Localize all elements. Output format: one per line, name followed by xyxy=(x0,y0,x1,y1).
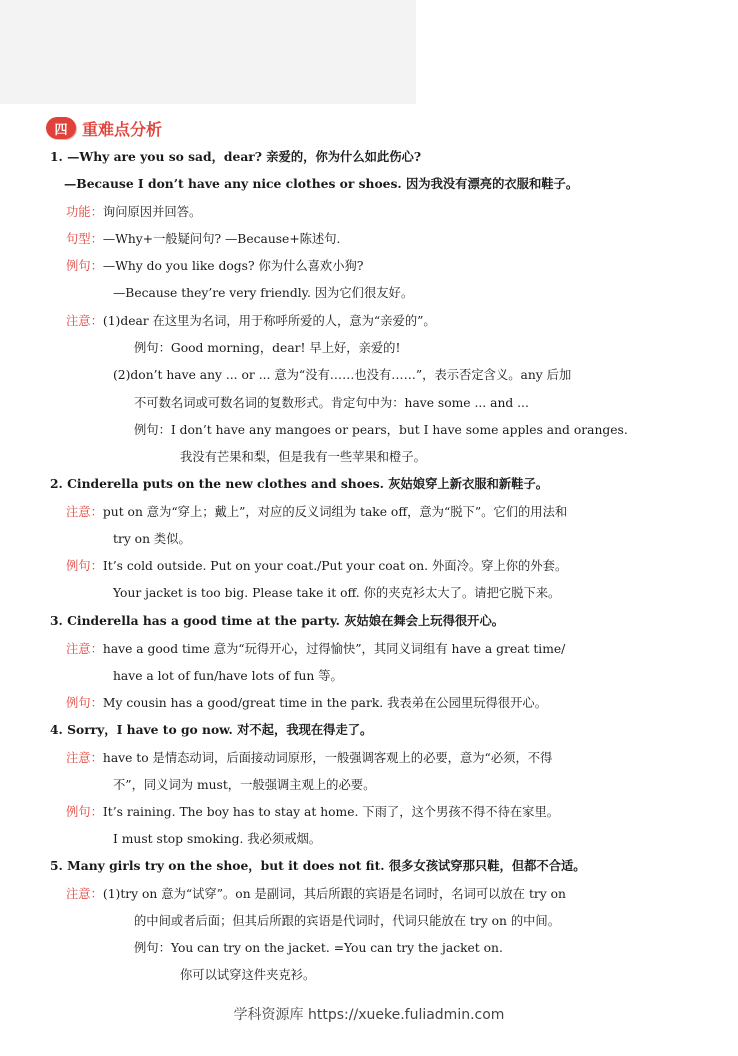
item1-note-2-example-2: 我没有芒果和梨，但是我有一些苹果和橙子。 xyxy=(180,450,426,464)
item5-question: 5. Many girls try on the shoe，but it does not fit. 很多女孩试穿那只鞋，但都不合适。 xyxy=(50,858,586,873)
item5-note-a: (1)try on 意为“试穿”。on 是副词，其后所跟的宾语是名词时，名词可以放在 try on xyxy=(102,887,566,901)
footer-watermark: 学科资源库 https://xueke.fuliadmin.com xyxy=(233,1007,505,1023)
item1-answer: —Because I don’t have any nice clothes or shoes. 因为我没有漂亮的衣服和鞋子。 xyxy=(64,176,579,191)
section-badge: 四 xyxy=(46,117,76,139)
label-example: 例句： xyxy=(66,559,103,573)
item3-example-1: My cousin has a good/great time in the park. 我表弟在公园里玩得很开心。 xyxy=(102,696,547,710)
section-header xyxy=(46,116,162,140)
item4-question: 4. Sorry，I have to go now. 对不起，我现在得走了。 xyxy=(50,722,373,737)
item2-question: 2. Cinderella puts on the new clothes and shoes. 灰姑娘穿上新衣服和新鞋子。 xyxy=(50,476,549,491)
label-note: 注意： xyxy=(66,642,103,656)
item1-note-1-example: 例句：Good morning，dear! 早上好，亲爱的! xyxy=(134,341,401,355)
item2-example-2: Your jacket is too big. Please take it off. 你的夹克衫太大了。请把它脱下来。 xyxy=(113,586,561,600)
item4-note xyxy=(66,750,552,766)
item1-note-2-example-1: 例句：I don’t have any mangoes or pears，but I have some apples and oranges. xyxy=(134,423,628,437)
item1-pattern-text: —Why+一般疑问句? —Because+陈述句. xyxy=(102,232,341,246)
item1-question: 1. —Why are you so sad，dear? 亲爱的，你为什么如此伤心? xyxy=(50,149,422,164)
item1-note xyxy=(66,313,436,329)
section-title: 重难点分析 xyxy=(82,119,163,139)
item2-example xyxy=(66,558,567,574)
label-note: 注意： xyxy=(66,751,103,765)
item1-example-2: —Because they’re very friendly. 因为它们很友好。 xyxy=(113,286,414,300)
label-pattern: 句型： xyxy=(66,232,103,246)
label-note: 注意： xyxy=(66,314,103,328)
item5-example-2: 你可以试穿这件夹克衫。 xyxy=(180,968,316,982)
top-gray-block xyxy=(0,0,416,104)
item3-note-a: have a good time 意为“玩得开心，过得愉快”，其同义词组有 have a great time/ xyxy=(102,642,566,656)
item1-function xyxy=(66,204,201,220)
item5-note xyxy=(66,886,566,902)
item2-example-1: It’s cold outside. Put on your coat./Put your coat on. 外面冷。穿上你的外套。 xyxy=(102,559,568,573)
item3-example xyxy=(66,695,547,711)
item4-example xyxy=(66,804,559,820)
item4-note-b: 不”，同义词为 must，一般强调主观上的必要。 xyxy=(113,778,376,792)
item1-note-1: (1)dear 在这里为名词，用于称呼所爱的人，意为“亲爱的”。 xyxy=(102,314,436,328)
item3-note-b: have a lot of fun/have lots of fun 等。 xyxy=(113,669,343,683)
label-example: 例句： xyxy=(66,805,103,819)
item1-note-2b: 不可数名词或可数名词的复数形式。肯定句中为：have some ... and ... xyxy=(134,396,529,410)
label-function: 功能： xyxy=(66,205,103,219)
item1-pattern xyxy=(66,231,340,247)
item2-note-b: try on 类似。 xyxy=(113,532,191,546)
item1-example xyxy=(66,258,363,274)
item1-note-2a: (2)don’t have any ... or ... 意为“没有……也没有……”，表示否定含义。any 后加 xyxy=(113,368,572,382)
item3-question: 3. Cinderella has a good time at the party. 灰姑娘在舞会上玩得很开心。 xyxy=(50,613,505,628)
item4-example-1: It’s raining. The boy has to stay at home. 下雨了，这个男孩不得不待在家里。 xyxy=(102,805,560,819)
item5-example-1: 例句：You can try on the jacket. =You can try the jacket on. xyxy=(134,941,503,955)
item3-note xyxy=(66,641,565,657)
item1-example-1: —Why do you like dogs? 你为什么喜欢小狗? xyxy=(102,259,364,273)
item4-example-2: I must stop smoking. 我必须戒烟。 xyxy=(113,832,322,846)
item5-note-b: 的中间或者后面；但其后所跟的宾语是代词时，代词只能放在 try on 的中间。 xyxy=(134,914,561,928)
label-example: 例句： xyxy=(66,696,103,710)
item1-function-text: 询问原因并回答。 xyxy=(102,205,202,219)
item4-note-a: have to 是情态动词，后面接动词原形，一般强调客观上的必要，意为“必须，不得 xyxy=(102,751,553,765)
label-note: 注意： xyxy=(66,505,103,519)
item2-note-a: put on 意为“穿上；戴上”，对应的反义词组为 take off，意为“脱下”。它们的用法和 xyxy=(102,505,568,519)
label-note: 注意： xyxy=(66,887,103,901)
label-example: 例句： xyxy=(66,259,103,273)
item2-note xyxy=(66,504,567,520)
